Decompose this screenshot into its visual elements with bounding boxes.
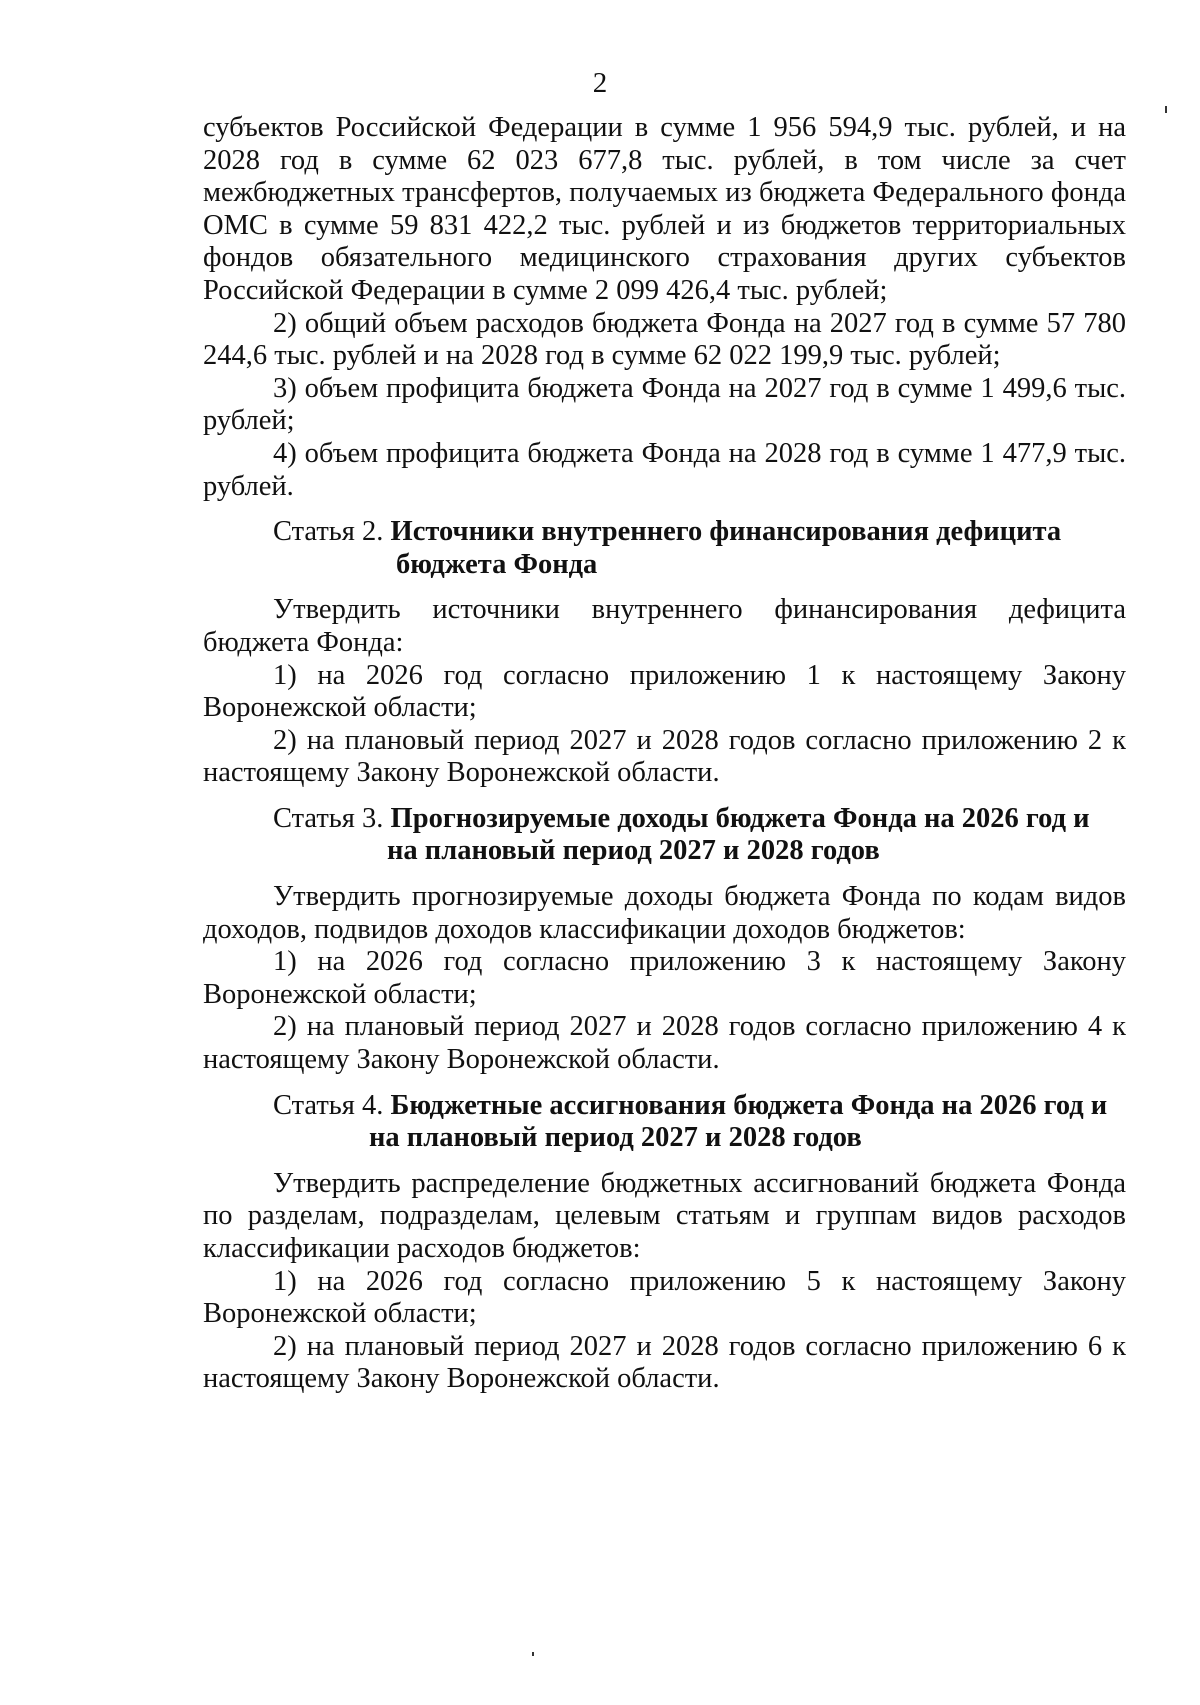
list-item-surplus-2027: 3) объем профицита бюджета Фонда на 2027 год в сумме 1 499,6 тыс. рублей; bbox=[203, 372, 1126, 437]
article-heading-3 bbox=[203, 803, 1126, 868]
list-item: 2) на плановый период 2027 и 2028 годов согласно приложению 2 к настоящему Закону Воронежской области. bbox=[203, 724, 1126, 789]
list-item: 1) на 2026 год согласно приложению 5 к настоящему Закону Воронежской области; bbox=[203, 1265, 1126, 1330]
article-title-line2: на плановый период 2027 и 2028 годов bbox=[369, 1122, 862, 1154]
list-item: 2) на плановый период 2027 и 2028 годов согласно приложению 6 к настоящему Закону Воронежской области. bbox=[203, 1330, 1126, 1395]
article-title: Источники внутреннего финансирования дефицита bbox=[390, 516, 1062, 548]
article-intro: Утвердить прогнозируемые доходы бюджета Фонда по кодам видов доходов, подвидов доходов классификации доходов бюджетов: bbox=[203, 881, 1126, 945]
article-intro: Утвердить источники внутреннего финансирования дефицита бюджета Фонда: bbox=[203, 594, 1126, 658]
article-heading-4 bbox=[203, 1090, 1126, 1155]
article-title-line2: на плановый период 2027 и 2028 годов bbox=[387, 835, 880, 867]
list-item: 2) на плановый период 2027 и 2028 годов согласно приложению 4 к настоящему Закону Воронежской области. bbox=[203, 1011, 1126, 1076]
scan-speck bbox=[532, 1652, 534, 1656]
document-body bbox=[203, 112, 1126, 1396]
article-title: Прогнозируемые доходы бюджета Фонда на 2026 год и bbox=[390, 802, 1090, 834]
list-item: 1) на 2026 год согласно приложению 1 к настоящему Закону Воронежской области; bbox=[203, 659, 1126, 724]
article-label: Статья 4. bbox=[273, 1089, 384, 1121]
article-label: Статья 3. bbox=[273, 802, 384, 834]
scan-speck bbox=[1165, 106, 1167, 113]
article-title-line2: бюджета Фонда bbox=[396, 548, 598, 580]
paragraph-continuation: субъектов Российской Федерации в сумме 1 956 594,9 тыс. рублей, и на 2028 год в сумме 62 023 677,8 тыс. рублей, в том числе за счет межбюджетных трансфертов, получаемых из бюджета Федерального фонда ОМС в сумме 59 831 422,2 тыс. рублей и из бюджетов территориальных фондов обязательного медицинского страхования других субъектов Российской Федерации в сумме 2 099 426,4 тыс. рублей; bbox=[203, 112, 1126, 306]
article-title: Бюджетные ассигнования бюджета Фонда на 2026 год и bbox=[390, 1089, 1108, 1121]
article-heading-2 bbox=[203, 516, 1126, 581]
page-number: 2 bbox=[592, 67, 608, 99]
article-label: Статья 2. bbox=[273, 516, 384, 548]
list-item: 1) на 2026 год согласно приложению 3 к настоящему Закону Воронежской области; bbox=[203, 946, 1126, 1010]
list-item-surplus-2028: 4) объем профицита бюджета Фонда на 2028 год в сумме 1 477,9 тыс. рублей. bbox=[203, 437, 1126, 502]
article-intro: Утвердить распределение бюджетных ассигнований бюджета Фонда по разделам, подразделам, целевым статьям и группам видов расходов классификации расходов бюджетов: bbox=[203, 1167, 1126, 1264]
list-item-expenses: 2) общий объем расходов бюджета Фонда на 2027 год в сумме 57 780 244,6 тыс. рублей и на 2028 год в сумме 62 022 199,9 тыс. рублей; bbox=[203, 307, 1126, 372]
